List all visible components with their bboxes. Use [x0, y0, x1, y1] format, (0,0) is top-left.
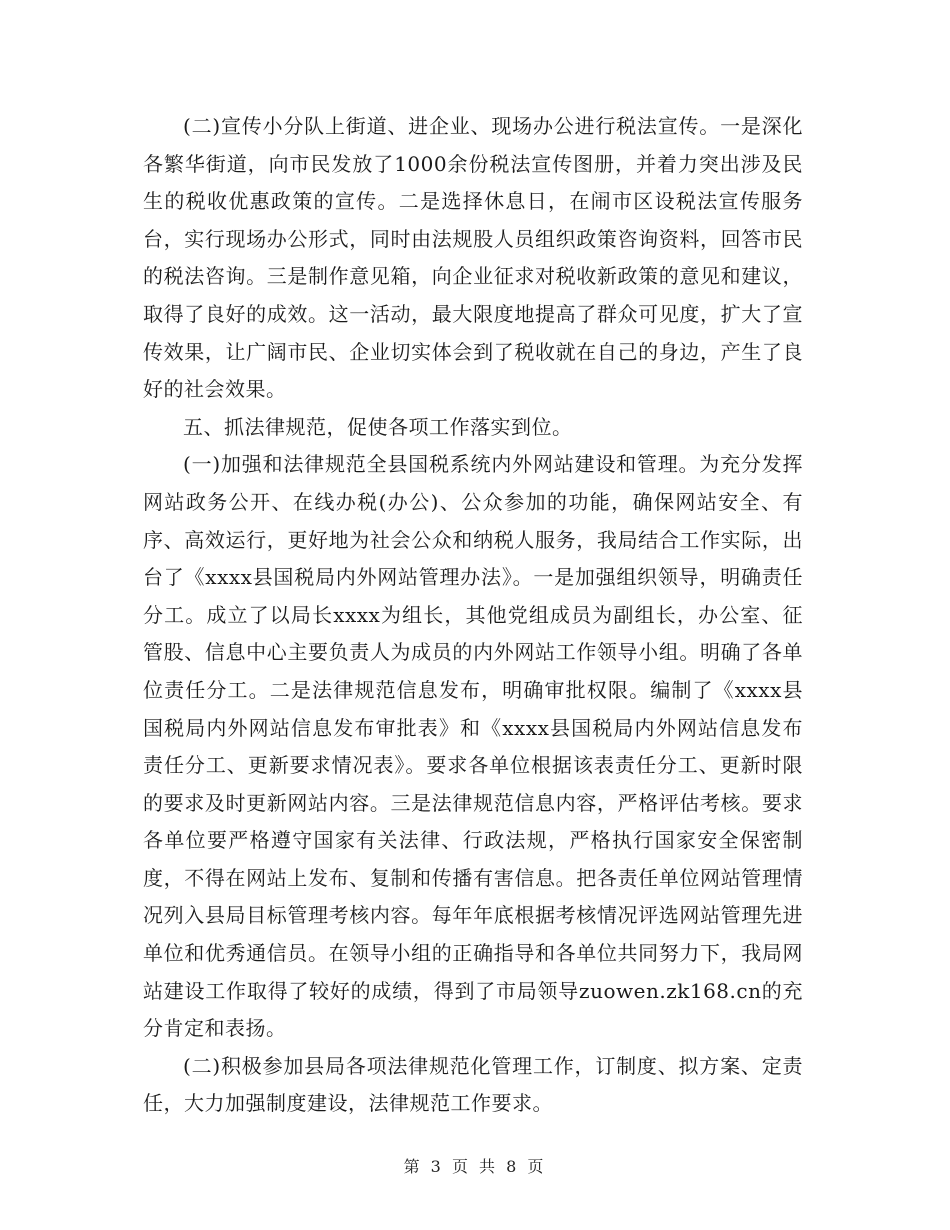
section-heading-five: 五、抓法律规范，促使各项工作落实到位。: [183, 414, 573, 439]
paragraph-publicity-team: (二)宣传小分队上街道、进企业、现场办公进行税法宣传。一是深化各繁华街道，向市民发放了1000余份税法宣传图册，并着力突出涉及民生的税收优惠政策的宣传。二是选择休息日，在闹市区设税法宣传服务台，实行现场办公形式，同时由法规股人员组织政策咨询资料，回答市民的税法咨询。三是制作意见箱，向企业征求对税收新政策的意见和建议，取得了良好的成效。这一活动，最大限度地提高了群众可见度，扩大了宣传效果，让广阔市民、企业切实体会到了税收就在自己的身边，产生了良好的社会效果。: [143, 114, 803, 402]
paragraph-website-management: (一)加强和法律规范全县国税系统内外网站建设和管理。为充分发挥网站政务公开、在线办税(办公)、公众参加的功能，确保网站安全、有序、高效运行，更好地为社会公众和纳税人服务，我局结合工作实际，出台了《xxxx县国税局内外网站管理办法》。一是加强组织领导，明确责任分工。成立了以局长xxxx为组长，其他党组成员为副组长，办公室、征管股、信息中心主要负责人为成员的内外网站工作领导小组。明确了各单位责任分工。二是法律规范信息发布，明确审批权限。编制了《xxxx县国税局内外网站信息发布审批表》和《xxxx县国税局内外网站信息发布责任分工、更新要求情况表》。要求各单位根据该表责任分工、更新时限的要求及时更新网站内容。三是法律规范信息内容，严格评估考核。要求各单位要严格遵守国家有关法律、行政法规，严格执行国家安全保密制度，不得在网站上发布、复制和传播有害信息。把各责任单位网站管理情况列入县局目标管理考核内容。每年年底根据考核情况评选网站管理先进单位和优秀通信员。在领导小组的正确指导和各单位共同努力下，我局网站建设工作取得了较好的成绩，得到了市局领导zuowen.zk168.cn的充分肯定和表扬。: [143, 452, 803, 1041]
page-number-footer: 第 3 页 共 8 页: [403, 1157, 547, 1176]
paragraph-standardization-work: (二)积极参加县局各项法律规范化管理工作，订制度、拟方案、定责任，大力加强制度建设，法律规范工作要求。: [143, 1053, 803, 1116]
document-body: [143, 108, 803, 1123]
